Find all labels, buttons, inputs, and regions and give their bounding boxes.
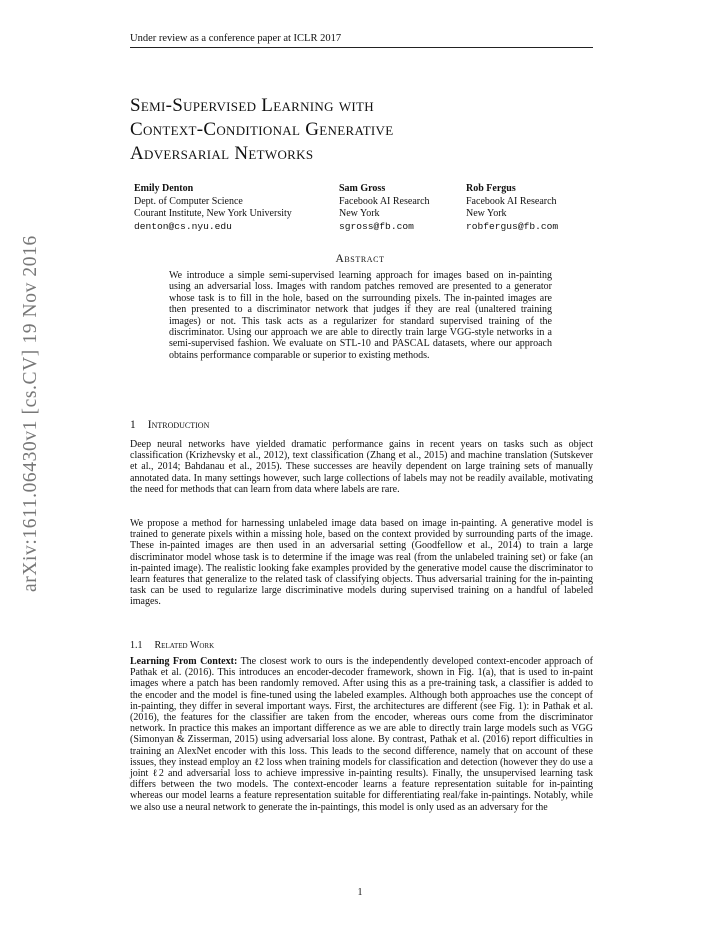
abstract-heading: Abstract bbox=[335, 253, 385, 265]
author-1 bbox=[134, 183, 292, 233]
author-affiliation: Facebook AI Research bbox=[466, 195, 557, 207]
author-name: Sam Gross bbox=[339, 183, 386, 194]
arxiv-identifier: arXiv:1611.06430v1 [cs.CV] 19 Nov 2016 bbox=[20, 235, 41, 592]
author-affiliation: New York bbox=[339, 208, 380, 219]
running-header: Under review as a conference paper at ICLR 2017 bbox=[130, 33, 593, 48]
author-3 bbox=[466, 183, 558, 233]
author-affiliation: Courant Institute, New York University bbox=[134, 208, 292, 219]
author-affiliation: Dept. of Computer Science bbox=[134, 195, 243, 207]
subsection-number: 1.1 bbox=[130, 640, 143, 651]
intro-paragraph-1: Deep neural networks have yielded dramatic performance gains in recent years on tasks such as object classification (Krizhevsky et al., 2012), text classification (Zhang et al., 2015) and machine translation (Sutskever et al., 2014; Bahdanau et al., 2015). These successes are heavily dependent on large training sets of manually annotated data. In many settings however, such large collections of labels may not be readily available, motivating the need for methods that can learn from data where labels are rare. bbox=[130, 439, 593, 495]
paragraph-lead: Learning From Context: bbox=[130, 656, 238, 667]
title-line-3: Adversarial Networks bbox=[130, 143, 314, 164]
author-affiliation: Facebook AI Research bbox=[339, 195, 430, 207]
title-line-1: Semi-Supervised Learning with bbox=[130, 95, 374, 116]
author-name: Rob Fergus bbox=[466, 183, 516, 194]
subsection-heading bbox=[130, 640, 214, 651]
author-2 bbox=[339, 183, 430, 233]
paragraph-body: The closest work to ours is the independently developed context-encoder approach of Pathak et al. (2016). This introduces an encoder-decoder framework, shown in Fig. 1(a), that is used to in-paint images where a patch has been randomly removed. After using this as a pre-training task, a classifier is added to the encoder and the model is fine-tuned using the labeled examples. Although both approaches use the concept of in-painting, they differ in several important ways. First, the architectures are different (see Fig. 1): in Pathak et al. (2016), the features for the classifier are taken from the encoder, whereas ours come from the discriminator network. In practice this makes an important difference as we are able to directly train large models such as VGG (Simonyan & Zisserman, 2015) using adversarial loss alone. By contrast, Pathak et al. (2016) report difficulties in training an AlexNet encoder with this loss. This leads to the second difference, namely that on account of these issues, they instead employ an ℓ2 loss when training models for classification and detection (however they do use a joint ℓ2 and adversarial loss to achieve impressive in-painting results). Finally, the unsupervised learning task differs between the two models. The context-encoder learns a feature representation suitable for in-painting whereas our model learns a feature representation suitable for differentiating real/fake in-paintings. Notably, while we also use a neural network to generate the in-paintings, this model is only used as an adversary for the bbox=[130, 656, 593, 813]
author-email: sgross@fb.com bbox=[339, 220, 414, 232]
paper-title bbox=[130, 94, 394, 166]
section-title: Introduction bbox=[147, 419, 210, 431]
page-number: 1 bbox=[357, 887, 363, 898]
intro-paragraph-2: We propose a method for harnessing unlabeled image data based on image in-painting. A generative model is trained to generate pixels within a missing hole, based on the context provided by surrounding parts of the image. These in-painted images are then used in an adversarial setting (Goodfellow et al., 2014) to train a large discriminator model whose task is to determine if the image was real (from the unlabeled training set) or fake (an in-painted image). The realistic looking fake examples provided by the generative model cause the discriminator to learn features that generalize to the related task of classifying objects. Thus adversarial training for the in-painting task can be used to regularize large discriminative models during supervised training on a handful of labeled images. bbox=[130, 518, 593, 608]
section-number: 1 bbox=[130, 419, 136, 431]
author-affiliation: New York bbox=[466, 208, 507, 219]
author-email: denton@cs.nyu.edu bbox=[134, 220, 232, 232]
section-heading bbox=[130, 419, 209, 431]
related-work-paragraph bbox=[130, 656, 593, 813]
author-name: Emily Denton bbox=[134, 183, 194, 194]
subsection-title: Related Work bbox=[154, 640, 215, 651]
title-line-2: Context-Conditional Generative bbox=[130, 119, 394, 140]
author-email: robfergus@fb.com bbox=[466, 220, 559, 232]
abstract-text: We introduce a simple semi-supervised learning approach for images based on in-painting using an adversarial loss. Images with random patches removed are presented to a generator whose task is to fill in the hole, based on the surrounding pixels. The in-painted images are then presented to a discriminator network that judges if they are real (unaltered training images) or not. This task acts as a regularizer for standard supervised training of the discriminator. Using our approach we are able to directly train large VGG-style networks in a semi-supervised fashion. We evaluate on STL-10 and PASCAL datasets, where our approach obtains performance comparable or superior to existing methods. bbox=[169, 270, 552, 361]
